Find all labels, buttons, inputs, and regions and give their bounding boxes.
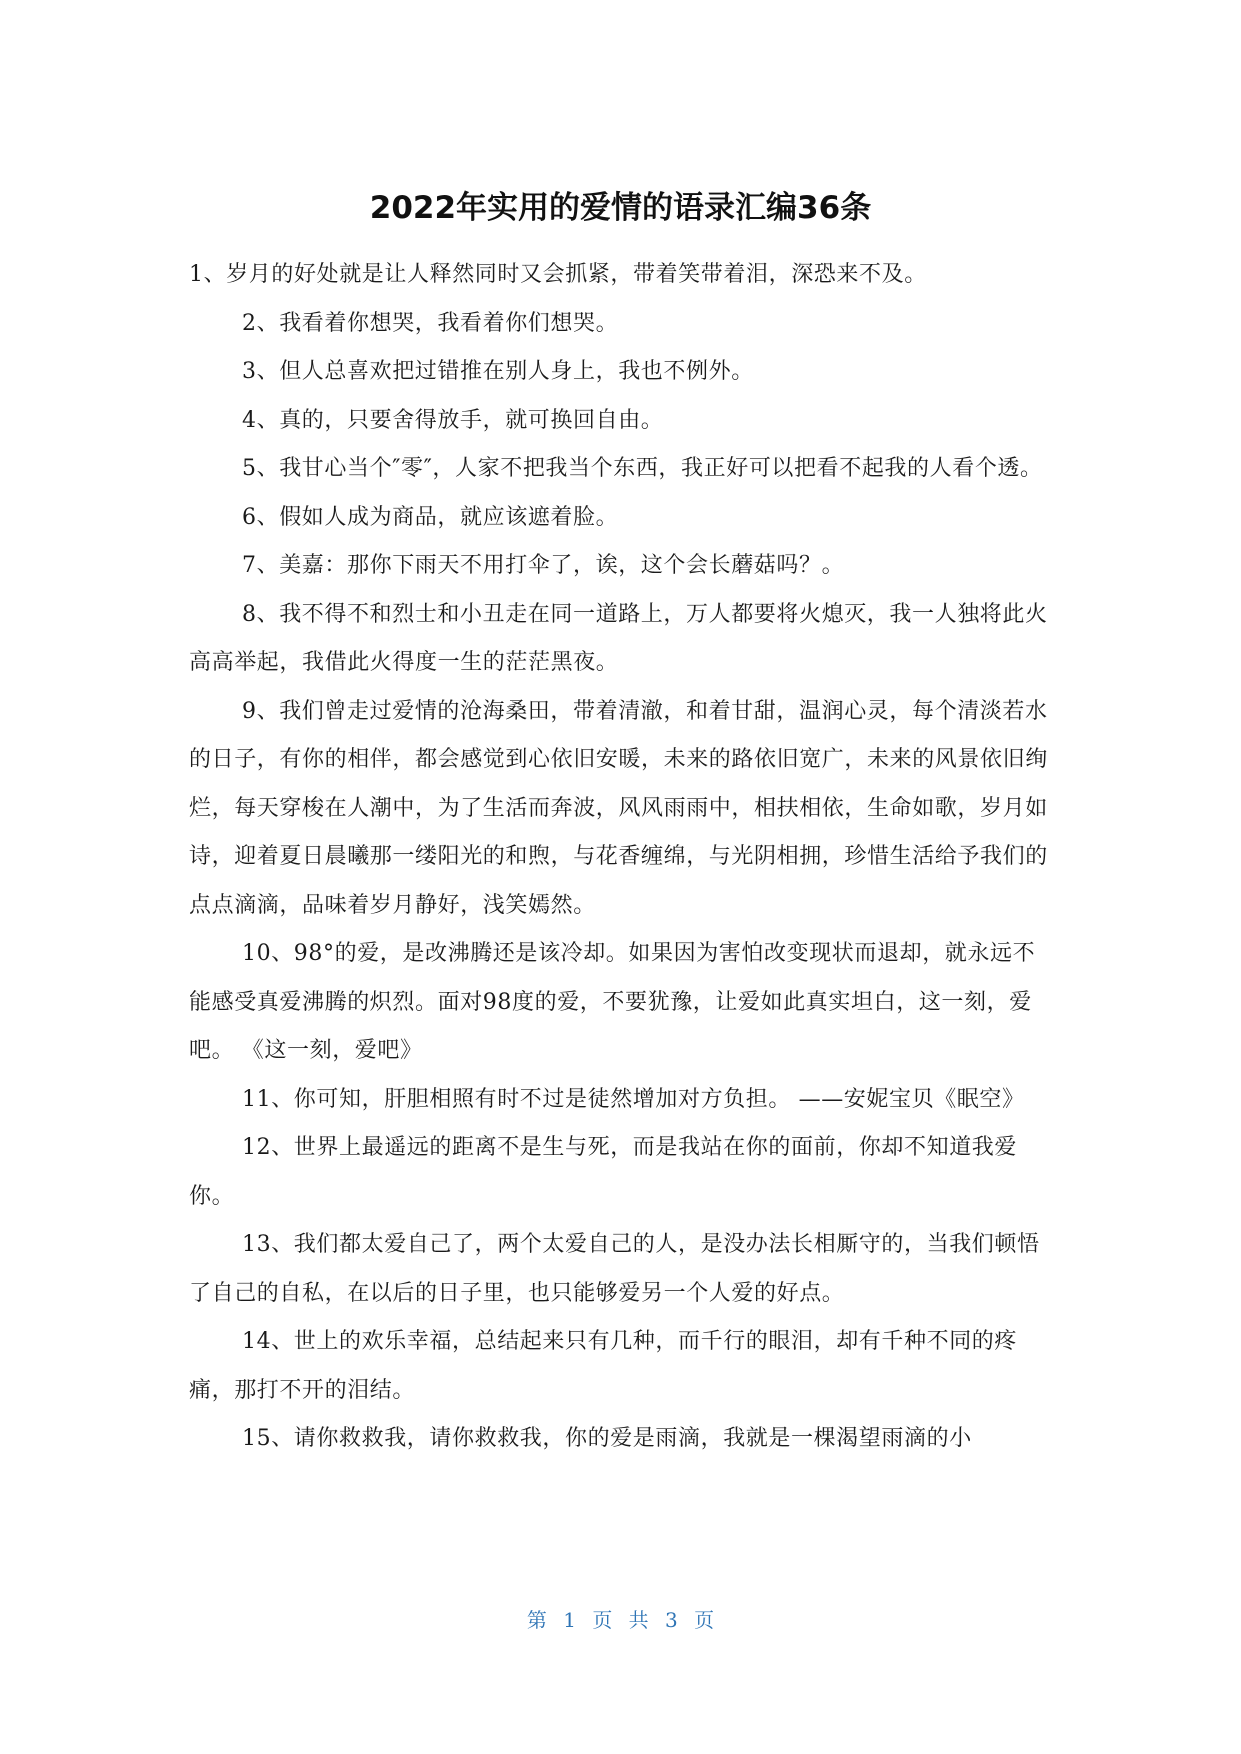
paragraph-15: 15、请你救救我，请你救救我，你的爱是雨滴，我就是一棵渴望雨滴的小	[242, 1426, 972, 1451]
paragraph-3: 3、但人总喜欢把过错推在别人身上，我也不例外。	[242, 359, 754, 384]
paragraph-14: 14、世上的欢乐幸福，总结起来只有几种，而千行的眼泪，却有千种不同的疼痛，那打不开的泪结。	[189, 1329, 1017, 1403]
paragraph-2: 2、我看着你想哭，我看着你们想哭。	[242, 310, 619, 336]
paragraph-12: 12、世界上最遥远的距离不是生与死，而是我站在你的面前，你却不知道我爱你。	[189, 1135, 1017, 1209]
paragraph-5: 5、我甘心当个″零″，人家不把我当个东西，我正好可以把看不起我的人看个透。	[242, 456, 1043, 481]
paragraph-7: 7、美嘉：那你下雨天不用打伞了，诶，这个会长蘑菇吗？。	[242, 553, 845, 578]
paragraph-8: 8、我不得不和烈士和小丑走在同一道路上，万人都要将火熄灭，我一人独将此火高高举起，我借此火得度一生的茫茫黑夜。	[189, 601, 1048, 675]
paragraph-6: 6、假如人成为商品，就应该遮着脸。	[242, 504, 619, 530]
paragraph-13: 13、我们都太爱自己了，两个太爱自己的人，是没办法长相厮守的，当我们顿悟了自己的自私，在以后的日子里，也只能够爱另一个人爱的好点。	[189, 1232, 1040, 1306]
paragraph-4: 4、真的，只要舍得放手，就可换回自由。	[242, 407, 664, 433]
paragraph-10: 10、98°的爱，是改沸腾还是该冷却。如果因为害怕改变现状而退却，就永远不能感受真爱沸腾的炽烈。面对98度的爱，不要犹豫，让爱如此真实坦白，这一刻，爱吧。 《这一刻，爱吧》	[189, 941, 1036, 1063]
paragraph-1: 1、岁月的好处就是让人释然同时又会抓紧，带着笑带着泪，深恐来不及。	[189, 262, 927, 287]
page-number-footer: 第 1 页 共 3 页	[526, 1608, 715, 1632]
paragraph-11: 11、你可知，肝胆相照有时不过是徒然增加对方负担。 ——安妮宝贝《眠空》	[242, 1086, 1025, 1112]
document-body	[189, 251, 1057, 1464]
document-title: 2022年实用的爱情的语录汇编36条	[369, 190, 872, 226]
paragraph-9: 9、我们曾走过爱情的沧海桑田，带着清澈，和着甘甜，温润心灵，每个清淡若水的日子，有你的相伴，都会感觉到心依旧安暖，未来的路依旧宽广，未来的风景依旧绚烂，每天穿梭在人潮中，为了生活而奔波，风风雨雨中，相扶相依，生命如歌，岁月如诗，迎着夏日晨曦那一缕阳光的和煦，与花香缠绵，与光阴相拥，珍惜生活给予我们的点点滴滴，品味着岁月静好，浅笑嫣然。	[189, 698, 1048, 918]
